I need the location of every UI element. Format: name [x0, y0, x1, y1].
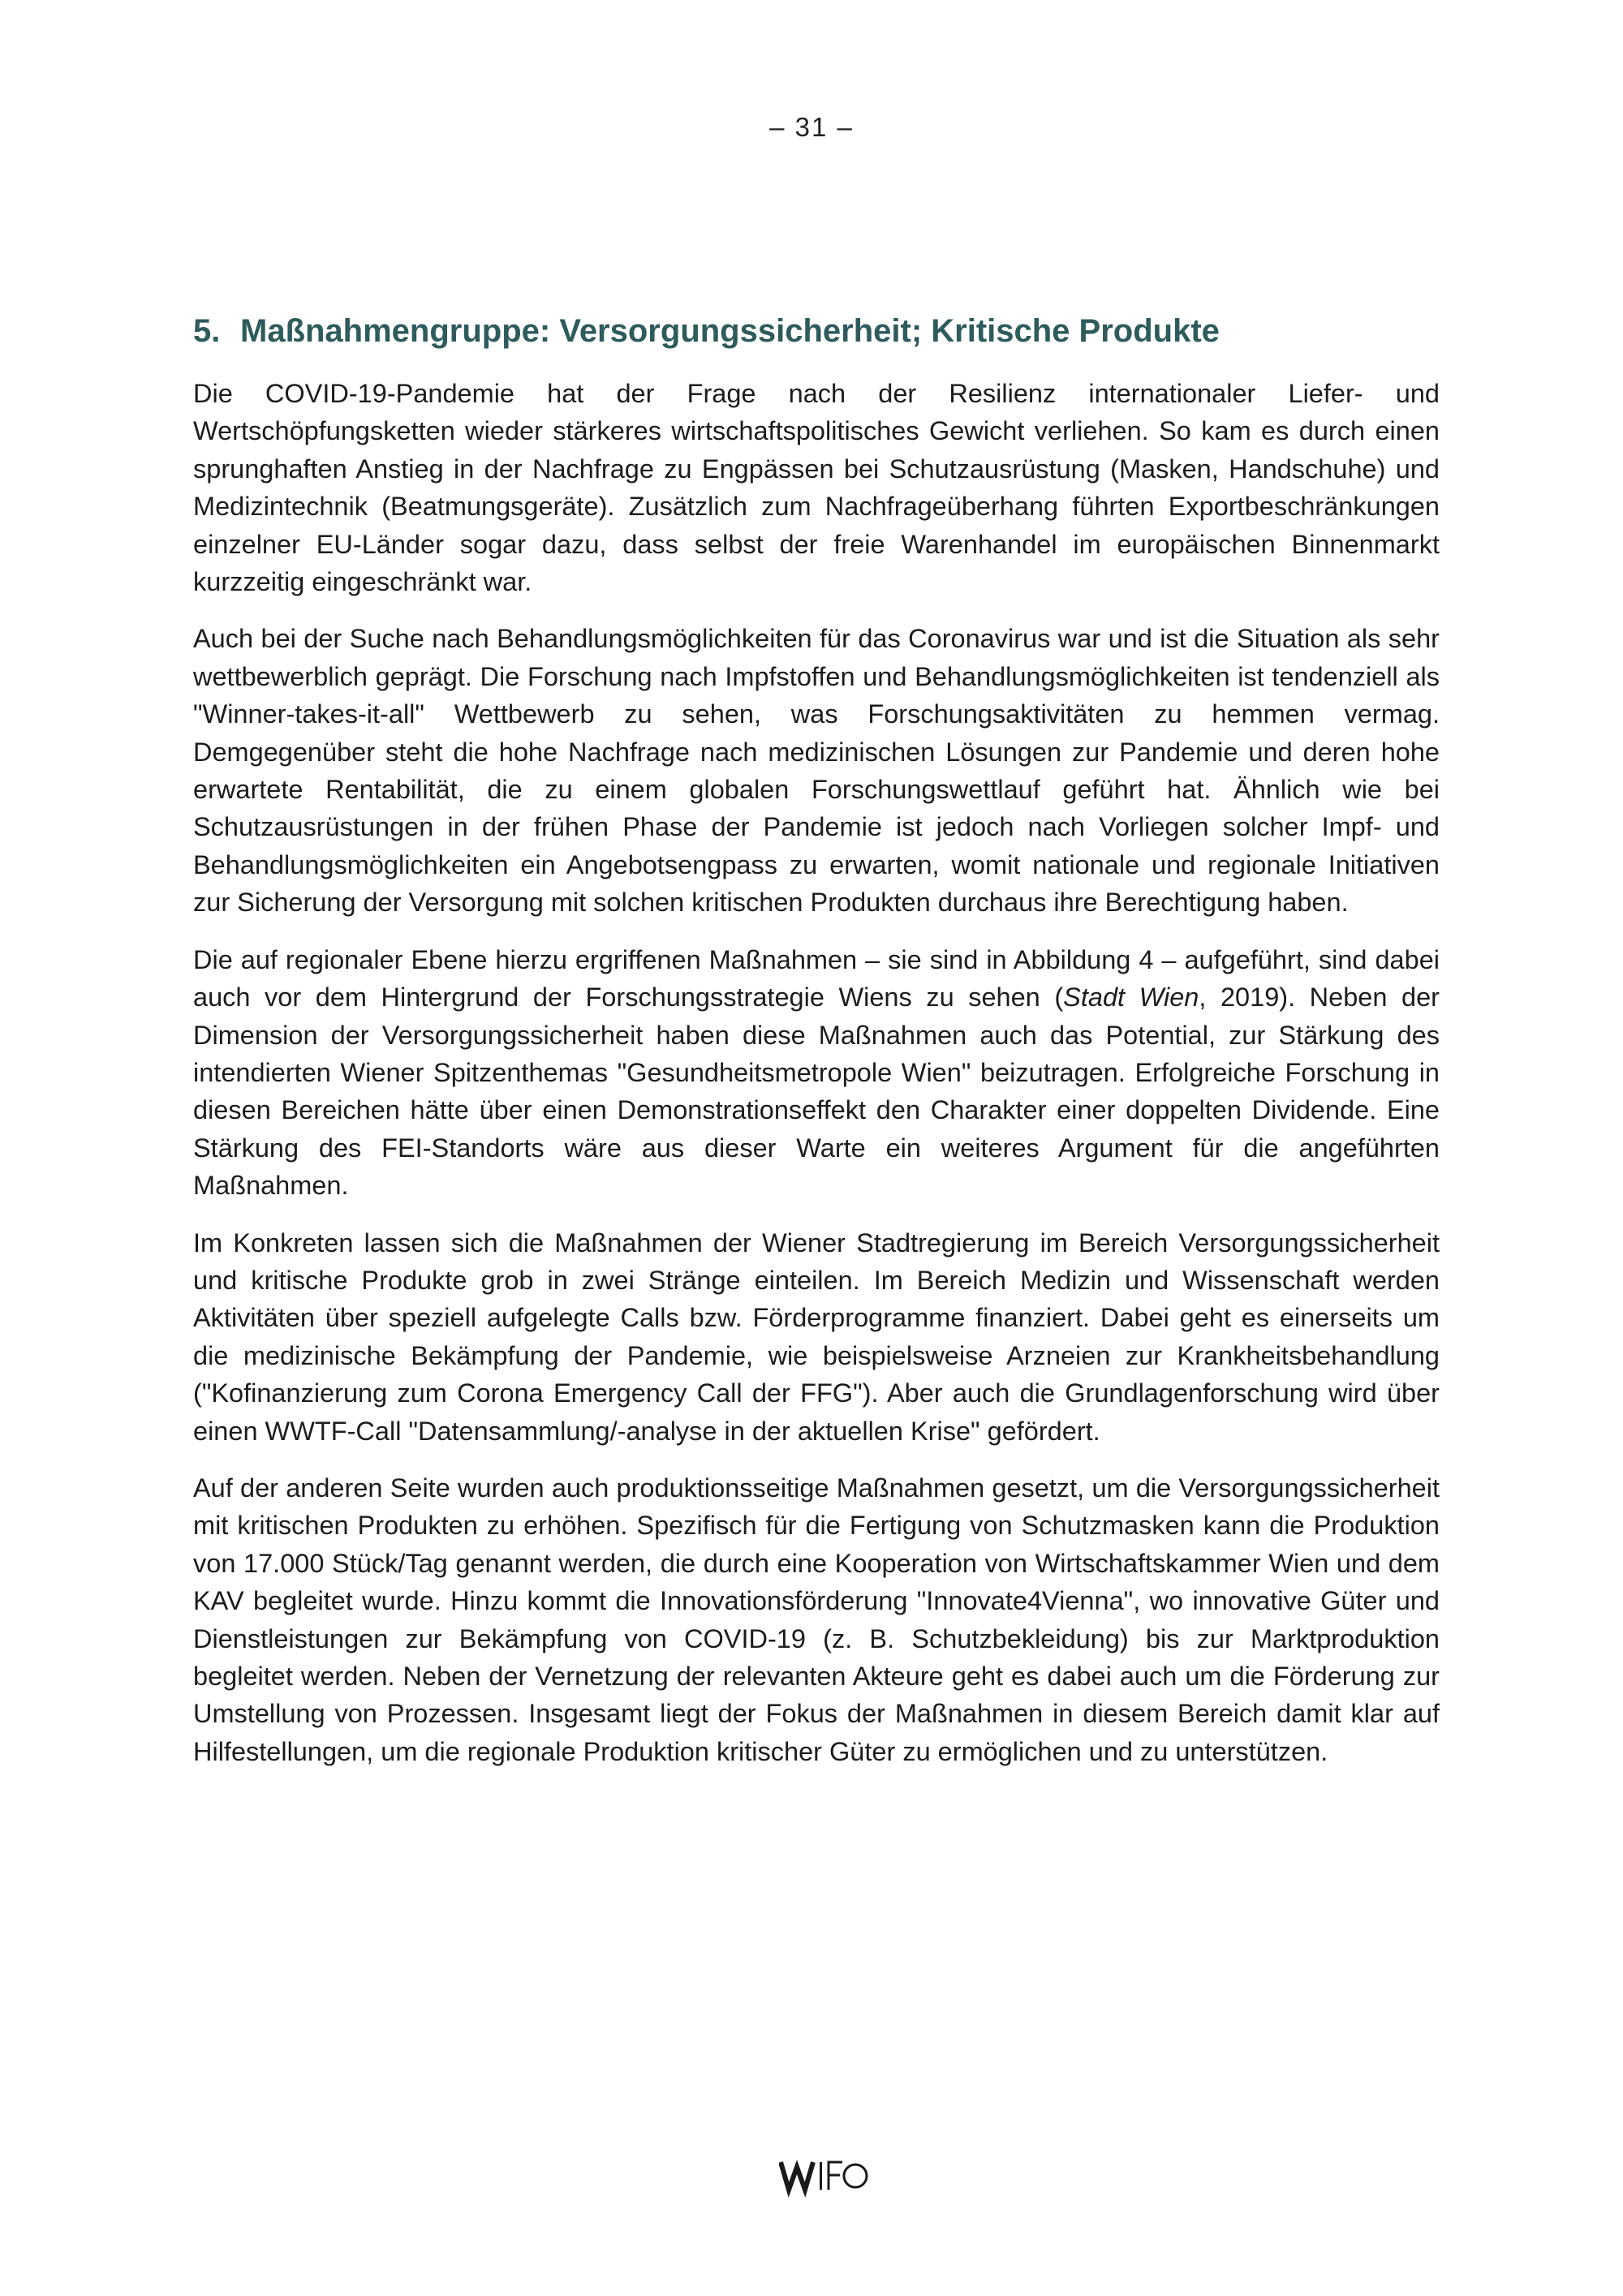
paragraph-3: [193, 941, 1440, 1205]
wifo-logo-icon: [779, 2152, 868, 2198]
paragraph-3-text-before: Die auf regionaler Ebene hierzu ergriffenen Maßnahmen – sie sind in Abbildung 4 – aufgeführt, sind dabei auch vor dem Hintergrund der Forschungsstrategie Wiens zu sehen (: [193, 944, 1440, 1013]
section-title: Maßnahmengruppe: Versorgungssicherheit; Kritische Produkte: [240, 313, 1220, 349]
wifo-logo-graphic: [779, 2152, 868, 2198]
paragraph-5: Auf der anderen Seite wurden auch produktionsseitige Maßnahmen gesetzt, um die Versorgungssicherheit mit kritischen Produkten zu erhöhen. Spezifisch für die Fertigung von Schutzmasken kann die Produktion von 17.000 Stück/Tag genannt werden, die durch eine Kooperation von Wirtschaftskammer Wien und dem KAV begleitet wurde. Hinzu kommt die Innovationsförderung "Innovate4Vienna", wo innovative Güter und Dienstleistungen zur Bekämpfung von COVID-19 (z. B. Schutzbekleidung) bis zur Marktproduktion begleitet werden. Neben der Vernetzung der relevanten Akteure geht es dabei auch um die Förderung zur Umstellung von Prozessen. Insgesamt liegt der Fokus der Maßnahmen in diesem Bereich damit klar auf Hilfestellungen, um die regionale Produktion kritischer Güter zu ermöglichen und zu unterstützen.: [193, 1473, 1440, 1766]
page-number: – 31 –: [769, 112, 854, 142]
citation-reference: Stadt Wien: [1063, 982, 1199, 1013]
paragraph-2: Auch bei der Suche nach Behandlungsmöglichkeiten für das Coronavirus war und ist die Situation als sehr wettbewerblich geprägt. Die Forschung nach Impfstoffen und Behandlungsmöglichkeiten ist tendenziell als "Winner-takes-it-all" Wettbewerb zu sehen, was Forschungsaktivitäten zu hemmen vermag. Demgegenüber steht die hohe Nachfrage nach medizinischen Lösungen zur Pandemie und deren hohe erwartete Rentabilität, die zu einem globalen Forschungswettlauf geführt hat. Ähnlich wie bei Schutzausrüstungen in der frühen Phase der Pandemie ist jedoch nach Vorliegen solcher Impf- und Behandlungsmöglichkeiten ein Angebotsengpass zu erwarten, womit nationale und regionale Initiativen zur Sicherung der Versorgung mit solchen kritischen Produkten durchaus ihre Berechtigung haben.: [193, 624, 1440, 918]
paragraph-1: Die COVID-19-Pandemie hat der Frage nach der Resilienz internationaler Liefer- und Wertschöpfungsketten wieder stärkeres wirtschaftspolitisches Gewicht verliehen. So kam es durch einen sprunghaften Anstieg in der Nachfrage zu Engpässen bei Schutzausrüstung (Masken, Handschuhe) und Medizintechnik (Beatmungsgeräte). Zusätzlich zum Nachfrageüberhang führten Exportbeschränkungen einzelner EU-Länder sogar dazu, dass selbst der freie Warenhandel im europäischen Binnenmarkt kurzzeitig eingeschränkt war.: [193, 379, 1440, 597]
paragraph-4: Im Konkreten lassen sich die Maßnahmen der Wiener Stadtregierung im Bereich Versorgungssicherheit und kritische Produkte grob in zwei Stränge einteilen. Im Bereich Medizin und Wissenschaft werden Aktivitäten über speziell aufgelegte Calls bzw. Förderprogramme finanziert. Dabei geht es einerseits um die medizinische Bekämpfung der Pandemie, wie beispielsweise Arzneien zur Krankheitsbehandlung ("Kofinanzierung zum Corona Emergency Call der FFG"). Aber auch die Grundlagenforschung wird über einen WWTF-Call "Datensammlung/-analyse in der aktuellen Krise" gefördert.: [193, 1228, 1440, 1446]
paragraph-3-text-after: , 2019). Neben der Dimension der Versorgungssicherheit haben diese Maßnahmen auch das Potential, zur Stärkung des intendierten Wiener Spitzenthemas "Gesundheitsmetropole Wien" beizutragen. Erfolgreiche Forschung in diesen Bereichen hätte über einen Demonstrationseffekt den Charakter einer doppelten Dividende. Eine Stärkung des FEI-Standorts wäre aus dieser Warte ein weiteres Argument für die angeführten Maßnahmen.: [193, 982, 1440, 1201]
section-number: 5.: [193, 313, 221, 349]
main-content: [193, 308, 1440, 1790]
section-heading: [193, 308, 1440, 354]
